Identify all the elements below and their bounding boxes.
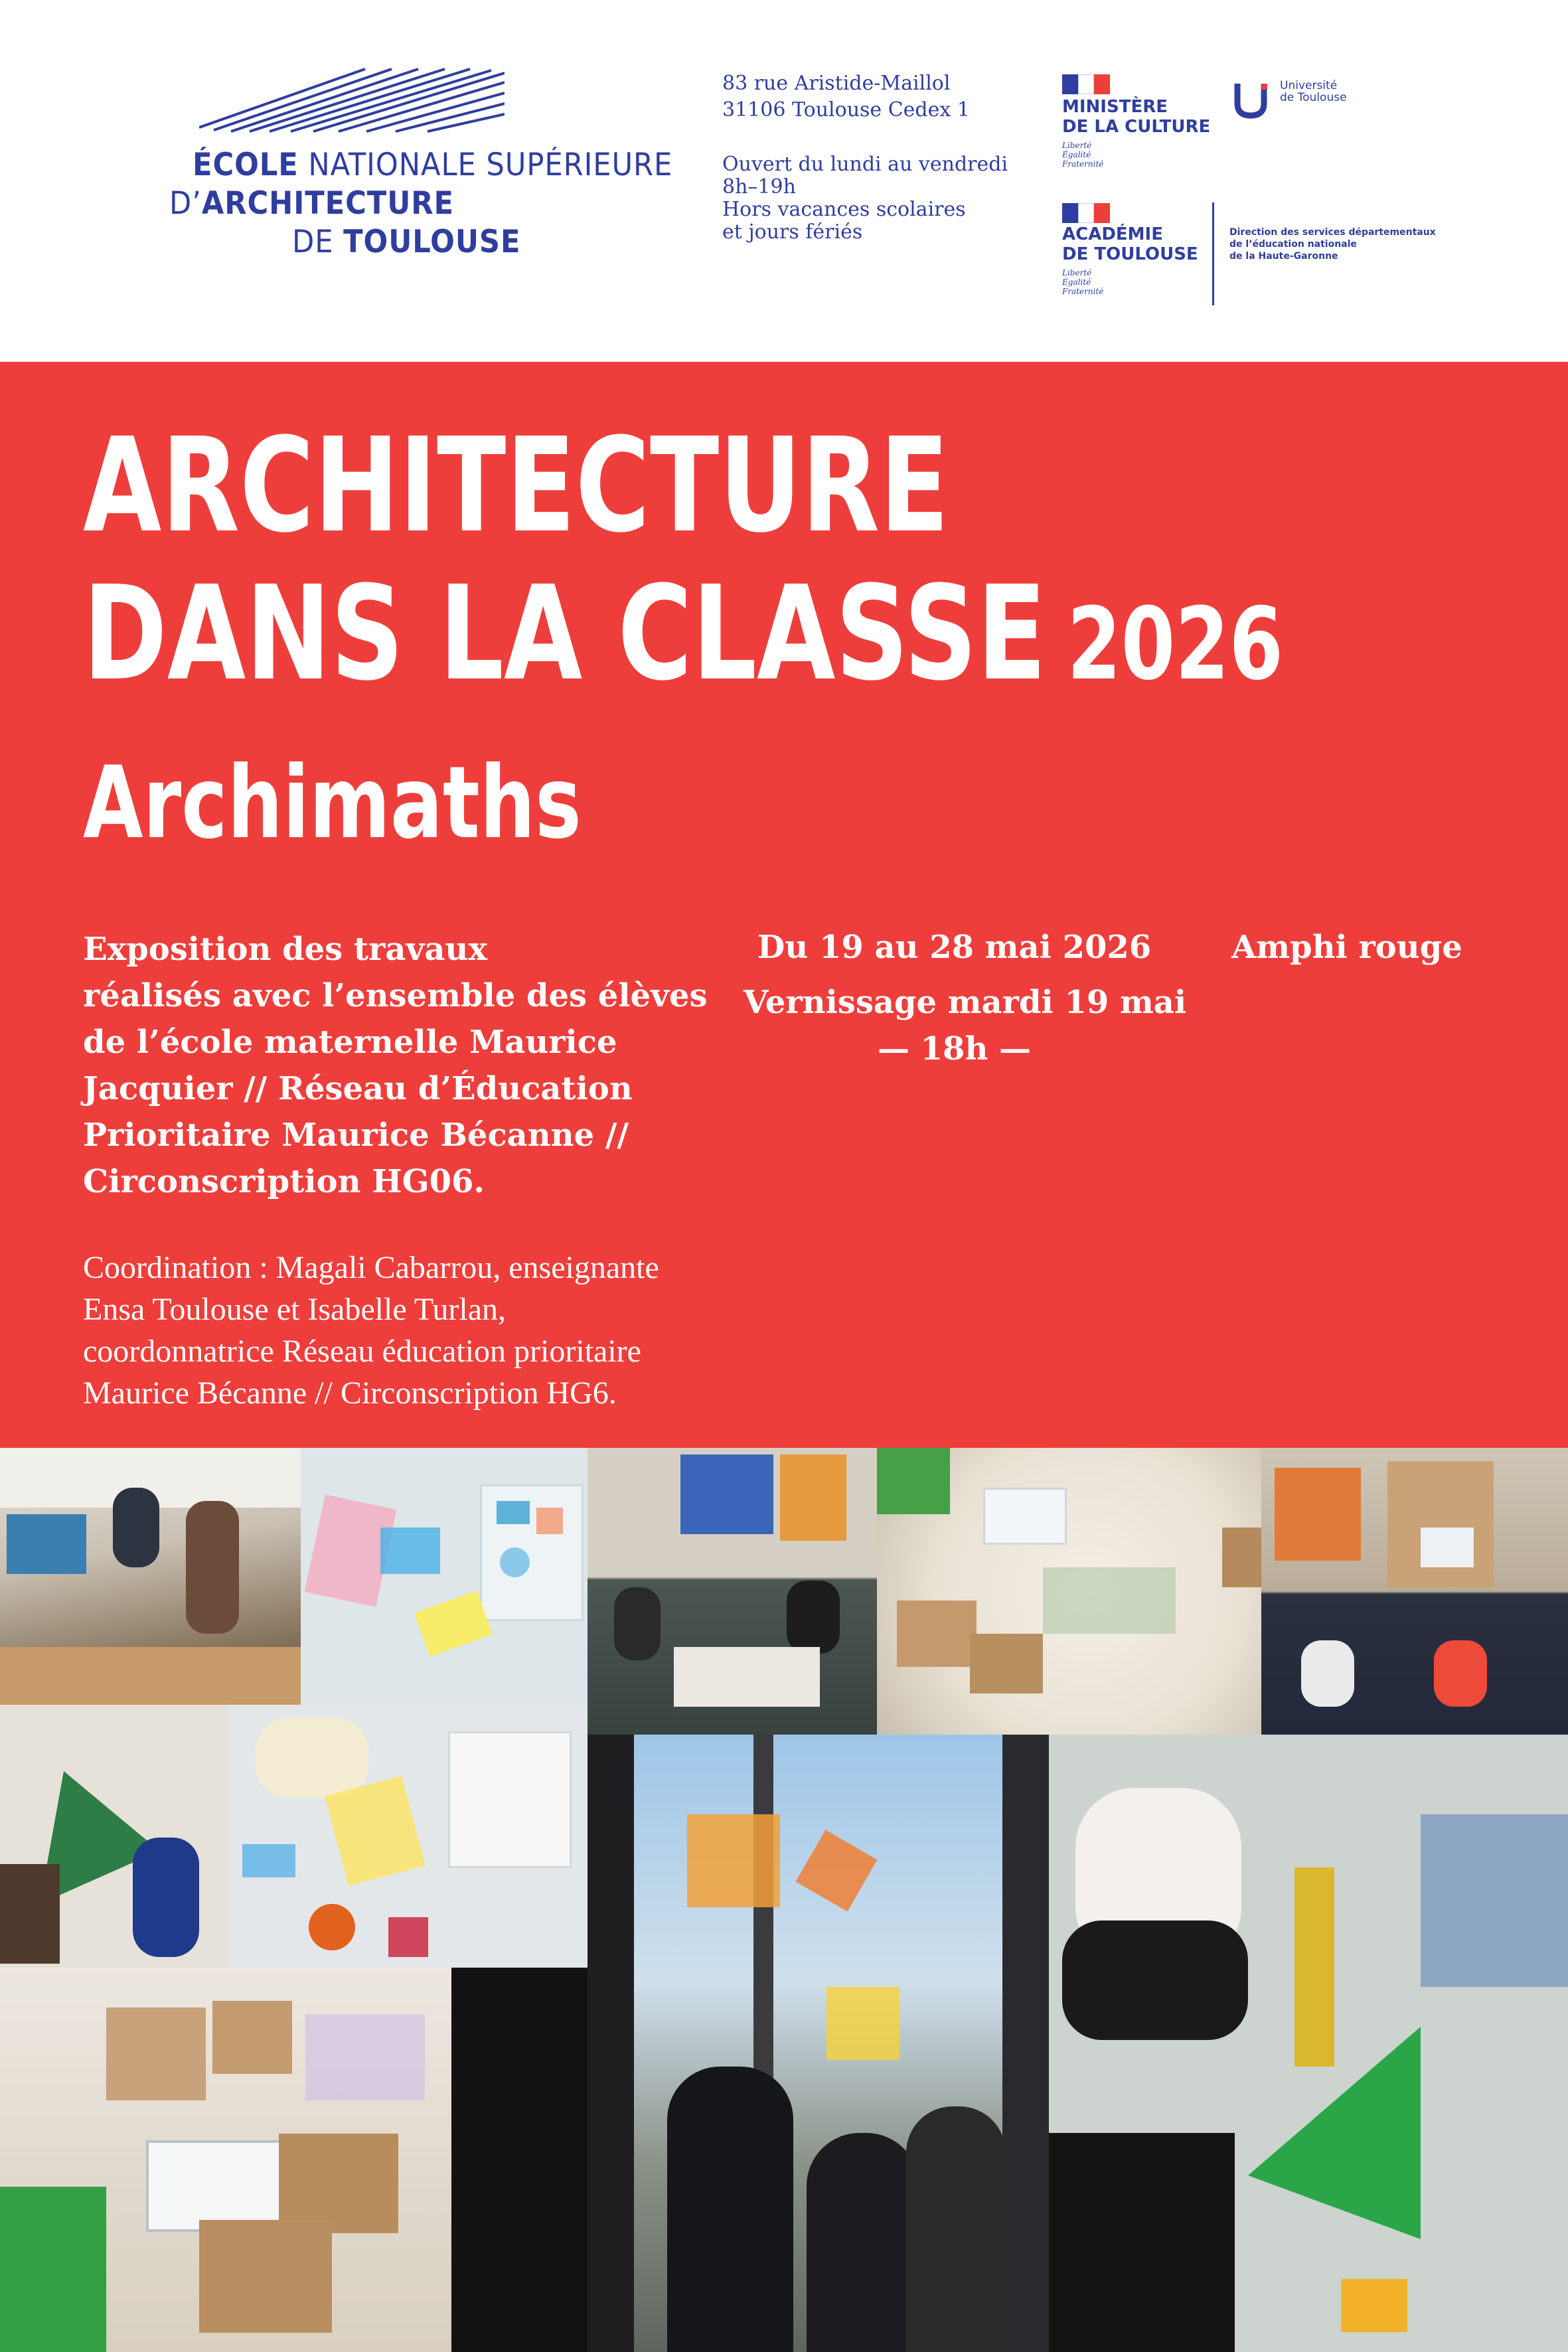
coordination-line-3: coordonnatrice Réseau éducation prioritaire	[83, 1334, 641, 1369]
photo-colored-shapes	[301, 1448, 588, 1705]
ministere-motto-1: Liberté	[1062, 141, 1092, 150]
ministere-motto-3: Fraternité	[1062, 159, 1104, 169]
academie-motto-1: Liberté	[1062, 268, 1092, 277]
description-line-5: Prioritaire Maurice Bécanne //	[83, 1117, 629, 1154]
hours-line-4: et jours fériés	[722, 220, 863, 244]
photo-children-table	[0, 1448, 301, 1705]
academie-line-1: ACADÉMIE	[1062, 224, 1163, 244]
french-flag-icon-2	[1062, 203, 1110, 223]
universite-line-1: Université	[1280, 79, 1338, 92]
coordination-line-2: Ensa Toulouse et Isabelle Turlan,	[83, 1292, 507, 1327]
ministere-line-2: DE LA CULTURE	[1062, 117, 1211, 137]
academie-motto-3: Fraternité	[1062, 287, 1104, 296]
photo-classroom-circle	[1261, 1448, 1568, 1735]
academie-line-2: DE TOULOUSE	[1062, 244, 1198, 264]
description-line-6: Circonscription HG06.	[83, 1163, 485, 1200]
school-name-line1: ÉCOLE NATIONALE SUPÉRIEURE	[193, 147, 673, 183]
header	[0, 0, 1568, 362]
dsden-line-3: de la Haute-Garonne	[1229, 251, 1338, 262]
address-line-1: 83 rue Aristide-Maillol	[722, 72, 951, 95]
ensa-logo-lines	[199, 66, 505, 133]
photo-floor-activity	[1049, 1735, 1568, 2352]
description-line-4: Jacquier // Réseau d’Éducation	[83, 1070, 633, 1107]
photo-group-floor	[588, 1448, 877, 1735]
description-line-3: de l’école maternelle Maurice	[83, 1024, 617, 1061]
dsden-line-1: Direction des services départementaux	[1229, 227, 1436, 238]
photo-cubes-table	[0, 1968, 588, 2352]
ministere-motto-2: Égalité	[1062, 150, 1091, 159]
title-line-2: DANS LA CLASSE 2026	[83, 558, 1284, 710]
school-name-line3: DE TOULOUSE	[292, 224, 521, 260]
title-line-1: ARCHITECTURE	[83, 410, 949, 562]
dsden-line-2: de l’éducation nationale	[1229, 239, 1357, 250]
location: Amphi rouge	[1231, 929, 1462, 966]
academie-motto-2: Égalité	[1062, 277, 1091, 287]
photo-triangle-puzzle	[0, 1705, 229, 1968]
vernissage-time: — 18h —	[877, 1030, 1032, 1067]
subtitle: Archimaths	[83, 745, 582, 861]
description-line-1: Exposition des travaux	[83, 931, 487, 968]
french-flag-icon	[1062, 74, 1110, 94]
photo-translucent-shapes	[229, 1705, 588, 1968]
description-line-2: réalisés avec l’ensemble des élèves	[83, 977, 708, 1014]
divider	[1212, 202, 1214, 305]
date-range: Du 19 au 28 mai 2026	[757, 929, 1152, 966]
ministere-line-1: MINISTÈRE	[1062, 97, 1168, 117]
address-line-2: 31106 Toulouse Cedex 1	[722, 98, 970, 121]
hours-line-1: Ouvert du lundi au vendredi	[722, 153, 1008, 176]
hours-line-2: 8h–19h	[722, 175, 796, 198]
coordination-line-1: Coordination : Magali Cabarrou, enseignante	[83, 1250, 659, 1285]
universite-logo-icon	[1233, 81, 1272, 119]
photo-cardboard-cubes	[877, 1448, 1261, 1735]
school-name-line2: D’ARCHITECTURE	[169, 185, 454, 222]
vernissage: Vernissage mardi 19 mai	[744, 984, 1187, 1021]
coordination-line-4: Maurice Bécanne // Circonscription HG6.	[83, 1375, 617, 1411]
universite-line-2: de Toulouse	[1280, 91, 1347, 104]
title-year: 2026	[1067, 587, 1284, 702]
hours-line-3: Hors vacances scolaires	[722, 198, 966, 221]
photo-window-shapes	[588, 1735, 1049, 2352]
